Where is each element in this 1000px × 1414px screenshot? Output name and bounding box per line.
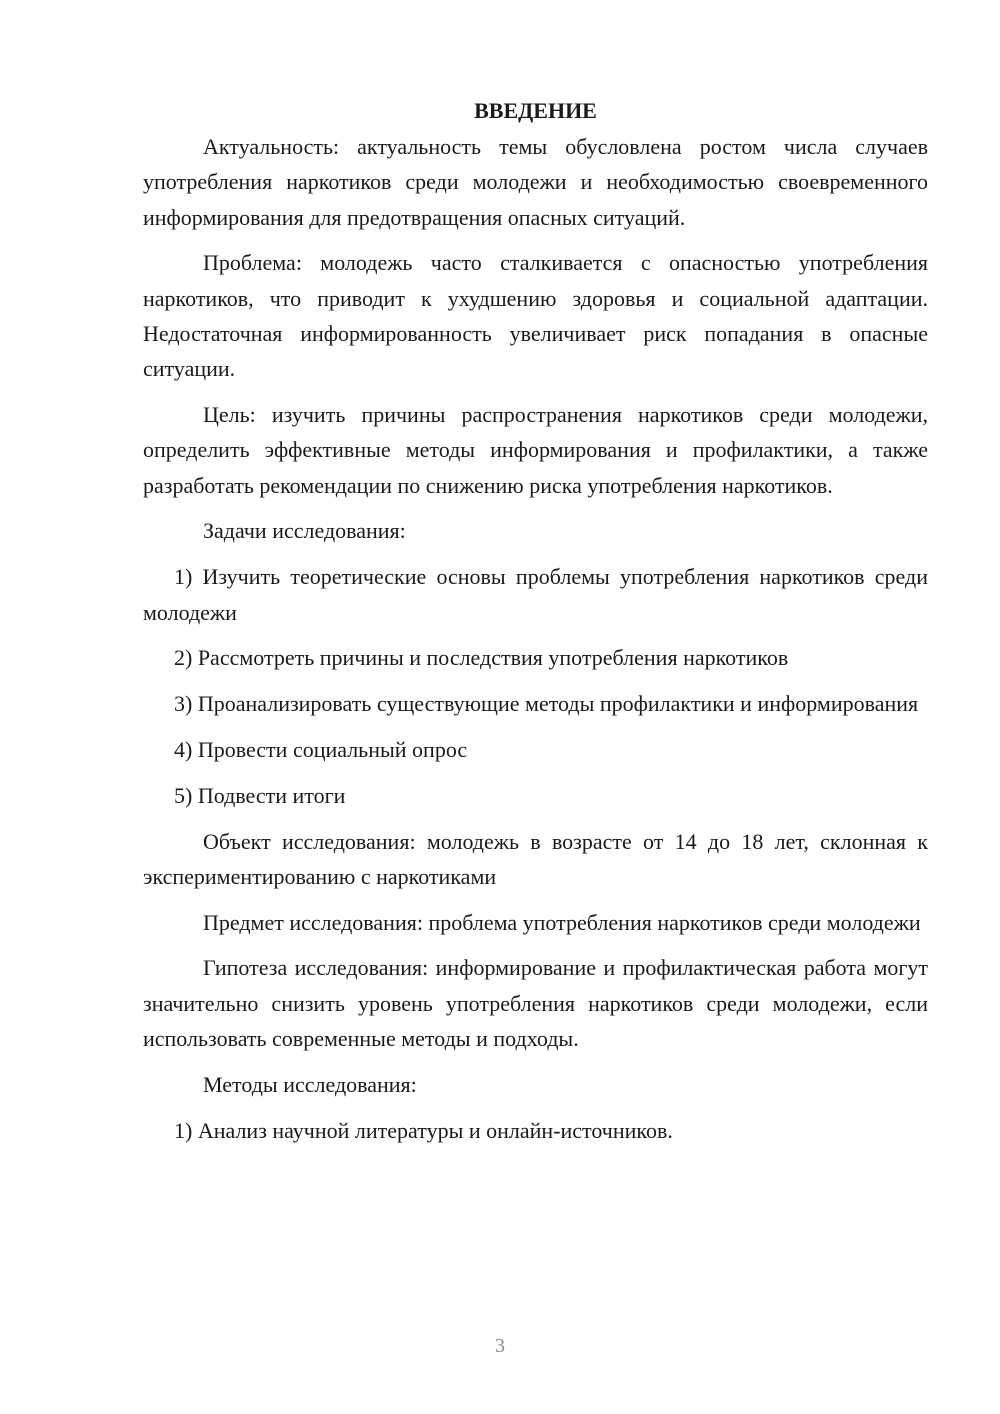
paragraph-subject: Предмет исследования: проблема употребления наркотиков среди молодежи bbox=[203, 909, 921, 935]
paragraph-hypothesis: Гипотеза исследования: информирование и профилактическая работа могут значительно снизить уровень употребления наркотиков среди молодежи, если использовать современные методы и подходы. bbox=[143, 955, 928, 1052]
methods-heading: Методы исследования: bbox=[203, 1071, 417, 1097]
tasks-heading: Задачи исследования: bbox=[203, 518, 406, 544]
paragraph-relevance: Актуальность: актуальность темы обусловлена ростом числа случаев употребления наркотиков среди молодежи и необходимостью своевременного информирования для предотвращения опасных ситуаций. bbox=[143, 134, 928, 230]
list-item: 2) Рассмотреть причины и последствия употребления наркотиков bbox=[174, 645, 789, 671]
page-content bbox=[143, 93, 928, 1148]
page-number: 3 bbox=[495, 1335, 505, 1357]
list-item: 5) Подвести итоги bbox=[174, 782, 346, 808]
paragraph-problem: Проблема: молодежь часто сталкивается с опасностью употребления наркотиков, что приводит к ухудшению здоровья и социальной адаптации. Недостаточная информированность увеличивает риск попадания в опасные ситуации. bbox=[143, 250, 928, 382]
list-item: 1) Анализ научной литературы и онлайн-источников. bbox=[174, 1117, 673, 1143]
paragraph-object: Объект исследования: молодежь в возрасте от 14 до 18 лет, склонная к экспериментированию с наркотиками bbox=[143, 828, 928, 889]
paragraph-goal: Цель: изучить причины распространения наркотиков среди молодежи, определить эффективные методы информирования и профилактики, а также разработать рекомендации по снижению риска употребления наркотиков. bbox=[143, 402, 928, 498]
list-item: 1) Изучить теоретические основы проблемы употребления наркотиков среди молодежи bbox=[143, 564, 928, 625]
list-item: 3) Проанализировать существующие методы профилактики и информирования bbox=[174, 691, 919, 717]
section-heading: ВВЕДЕНИЕ bbox=[474, 98, 597, 123]
list-item: 4) Провести социальный опрос bbox=[174, 736, 468, 762]
